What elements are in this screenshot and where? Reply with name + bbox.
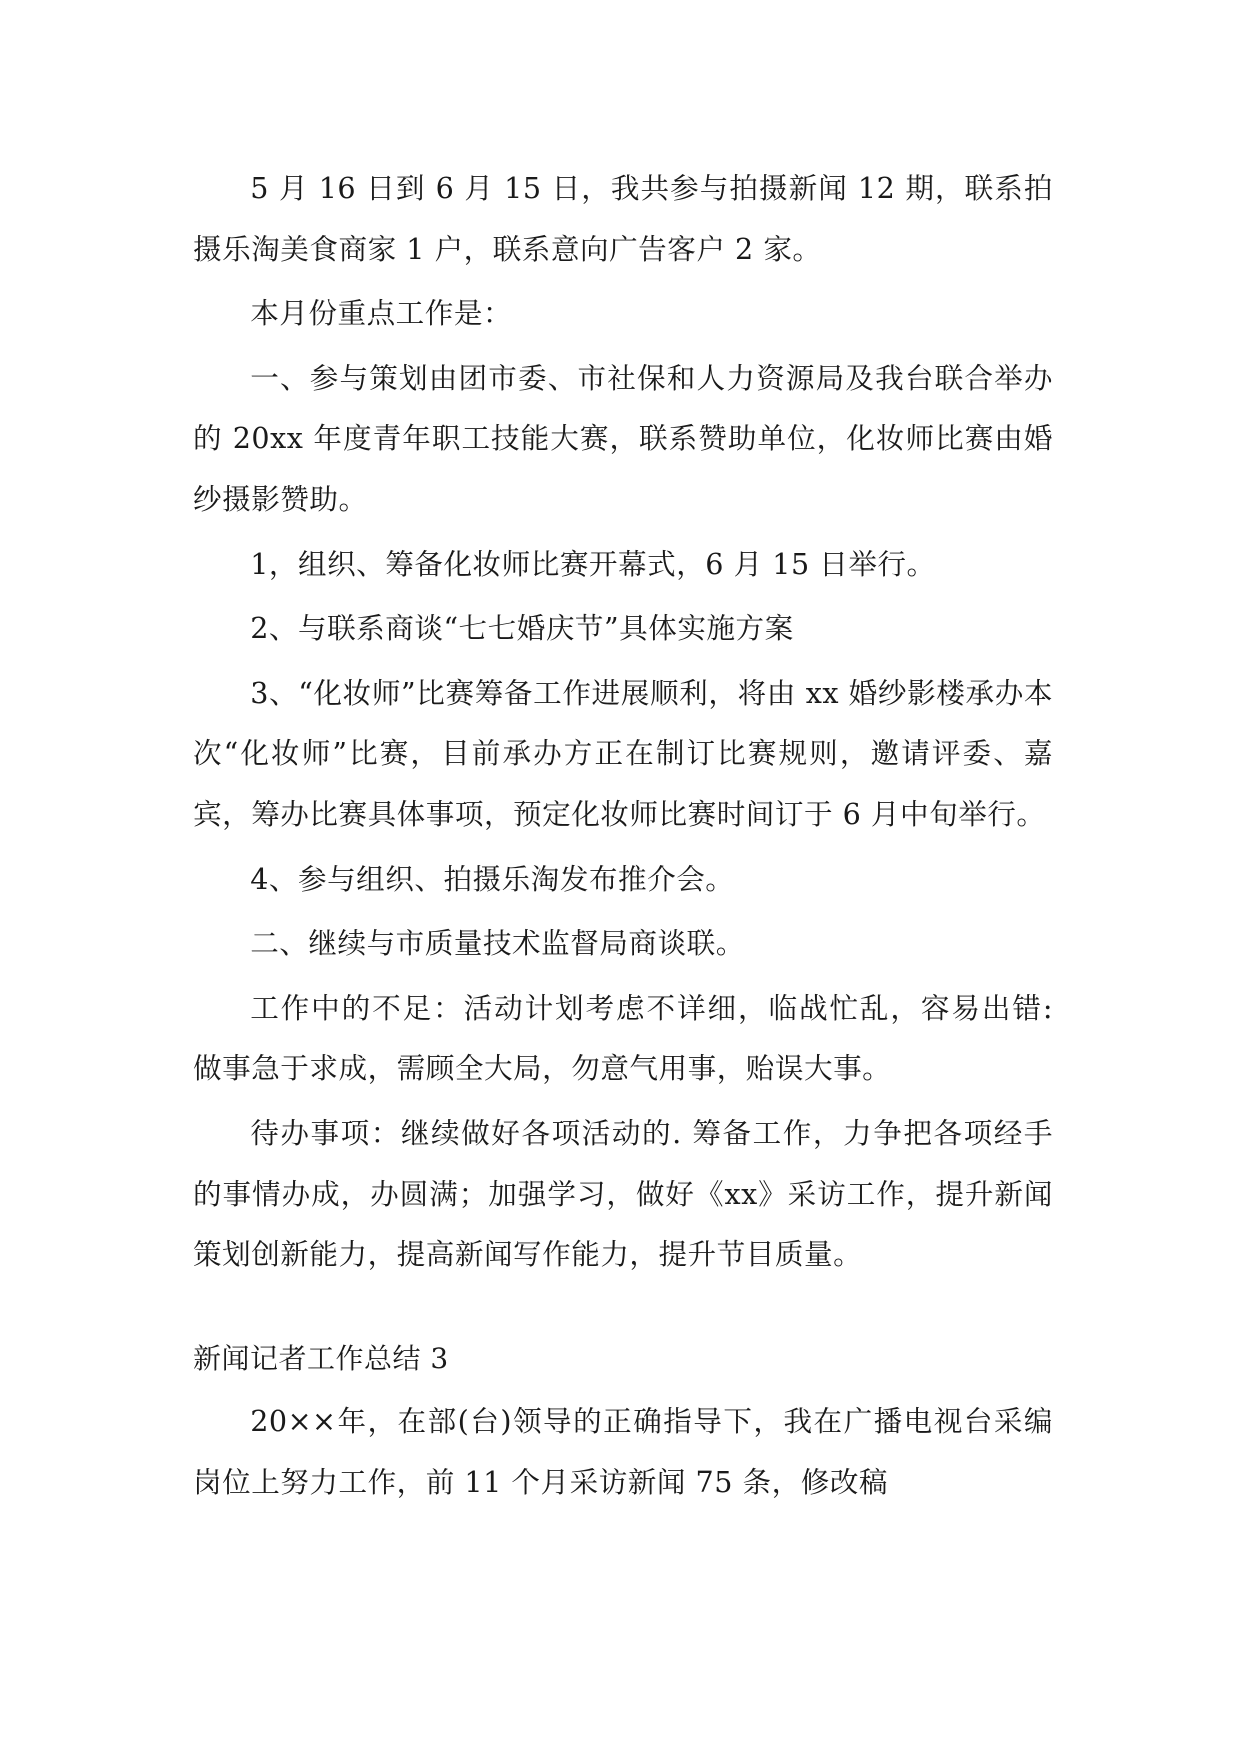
paragraph: 一、参与策划由团市委、市社保和人力资源局及我台联合举办的 20xx 年度青年职工技能大赛，联系赞助单位，化妆师比赛由婚纱摄影赞助。 (193, 360, 1053, 516)
paragraph: 二、继续与市质量技术监督局商谈联。 (250, 926, 745, 961)
paragraph: 工作中的不足：活动计划考虑不详细，临战忙乱，容易出错: 做事急于求成，需顾全大局，勿意气用事，贻误大事。 (193, 990, 1053, 1086)
paragraph: 4、参与组织、拍摄乐淘发布推介会。 (250, 861, 735, 896)
document-body (193, 158, 1053, 1516)
paragraph: 1，组织、筹备化妆师比赛开幕式，6 月 15 日举行。 (250, 546, 936, 581)
section-heading: 新闻记者工作总结 3 (193, 1341, 449, 1375)
paragraph: 2、与联系商谈“七七婚庆节”具体实施方案 (250, 611, 794, 646)
paragraph: 5 月 16 日到 6 月 15 日，我共参与拍摄新闻 12 期，联系拍摄乐淘美食商家 1 户，联系意向广告客户 2 家。 (193, 171, 1053, 266)
paragraph: 3、“化妆师”比赛筹备工作进展顺利，将由 xx 婚纱影楼承办本次“化妆师”比赛，目前承办方正在制订比赛规则，邀请评委、嘉宾，筹办比赛具体事项，预定化妆师比赛时间订于 6 月中旬举行。 (193, 675, 1053, 831)
paragraph: 20××年，在部(台)领导的正确指导下，我在广播电视台采编岗位上努力工作，前 11 个月采访新闻 75 条，修改稿 (193, 1404, 1053, 1499)
paragraph: 本月份重点工作是： (250, 296, 513, 331)
paragraph: 待办事项：继续做好各项活动的. 筹备工作，力争把各项经手的事情办成，办圆满；加强学习，做好《xx》采访工作，提升新闻策划创新能力，提高新闻写作能力，提升节目质量。 (193, 1115, 1053, 1272)
